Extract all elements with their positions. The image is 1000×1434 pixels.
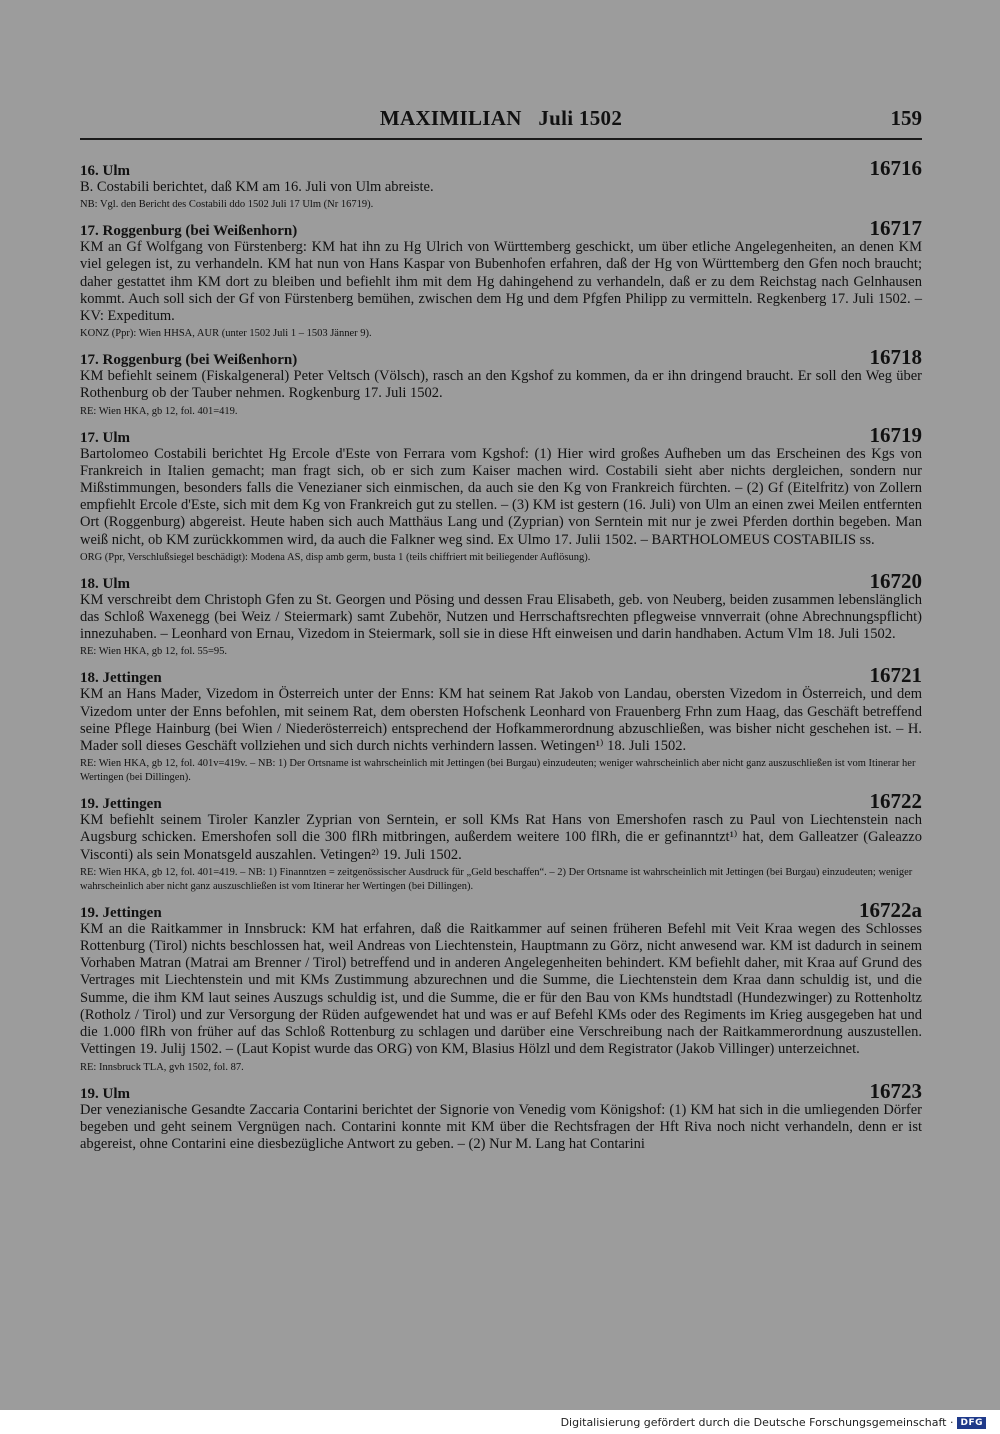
entry-date: 17. Ulm — [80, 429, 130, 446]
entry-body: B. Costabili berichtet, daß KM am 16. Juli von Ulm abreiste. — [80, 179, 434, 195]
running-title: MAXIMILIAN Juli 1502 — [379, 106, 623, 130]
entry-date: 17. Roggenburg (bei Weißenhorn) — [80, 352, 298, 369]
entry-note: RE: Innsbruck TLA, gvh 1502, fol. 87. — [80, 1061, 244, 1073]
footer-text: Digitalisierung gefördert durch die Deutsche Forschungsgemeinschaft · — [560, 1416, 954, 1429]
page-header — [80, 106, 922, 140]
entry — [80, 346, 922, 418]
footer-credit — [561, 1416, 986, 1429]
entry-note: NB: Vgl. den Bericht des Costabili ddo 1502 Juli 17 Ulm (Nr 16719). — [80, 199, 374, 211]
entry-number: 16723 — [869, 1078, 922, 1103]
entry-number: 16717 — [869, 216, 922, 241]
entry — [80, 1080, 922, 1154]
entry-date: 19. Jettingen — [80, 904, 162, 921]
entry-number: 16720 — [869, 568, 922, 593]
entry-number: 16722a — [859, 897, 922, 922]
entry-body: KM befiehlt seinem (Fiskalgeneral) Peter Veltsch (Völsch), rasch an den Kgshof zu kommen, da er ihn dringend braucht. Er soll den Weg über Rothenburg ob der Tauber nehmen. Rogkenburg 17. Juli 1502. — [80, 368, 922, 402]
entry-body: Bartolomeo Costabili berichtet Hg Ercole d'Este von Ferrara vom Kgshof: (1) Hier wird großes Aufheben um das Erscheinen des Kgs von Frankreich in Italien gemacht; man fragt sich, ob er sich zum Kaiser machen wird. Costabili sieht aber nichts dergleichen, sondern nur Mißstimmungen, besonders falls die Venezianer sich einmischen, da auch sie den Kg von Frankreich fürchten. – (2) Gf (Eitelfritz) von Zollern empfiehlt Ercole d'Este, sich mit dem Kg von Frankreich gut zu stellen. – (3) KM ist gestern (16. Juli) von Ulm an einen zwei Meilen entfernten Ort (Roggenburg) abgereist. Heute haben sich auch Matthäus Lang und (Zyprian) von Serntein mit nur je zwei Pferden dorthin begeben. Man weiß nicht, ob KM zurückkommen wird, da auch die Falkner weg sind. Ex Ulmo 17. Julii 1502. – BARTHOLOMEUS COSTABILIS ss. — [80, 445, 922, 548]
entry-number: 16721 — [869, 663, 922, 688]
page-number: 159 — [890, 106, 922, 130]
entry-note: RE: Wien HKA, gb 12, fol. 401=419. – NB: 1) Finanntzen = zeitgenössischer Ausdruck für „Geld beschaffen“. – 2) Der Ortsname ist wahrscheinlich mit Jettingen (bei Burgau) einzudeuten; weniger wahrscheinlich aber nicht ganz auszuschließen ist vom Itinerar her Wertingen (bei Dillingen). — [80, 866, 913, 892]
entry-note: RE: Wien HKA, gb 12, fol. 55=95. — [80, 646, 228, 658]
entry-body: KM an die Raitkammer in Innsbruck: KM hat erfahren, daß die Raitkammer auf seinen früheren Befehl mit Veit Kraa wegen des Schlosses Rottenburg (Tirol) nichts beschlossen hat, weil Andreas von Liechtenstein, Hauptmann zu Görz, nicht anwesend war. KM ist dadurch in seinem Vorhaben Matran (Matrai am Brenner / Tirol) betreffend und in anderen Angelegenheiten behindert. KM befiehlt daher, mit Kraa auf Grund des Vertrages mit Liechtenstein und mit KMs Zustimmung abzurechnen und die Summe, die Liechtenstein dem Kraa dann schuldig ist, und die Summe, die ihm KM laut seines Auszugs schuldig ist, und die Summe, die er für den Bau von KMs hundtstadl (Hundezwinger) zu Rottenholtz (Rotholz / Tirol) und zur Versorgung der Rüden aufgewendet hat und was er auf Befehl KMs oder des Regiments im Krieg ausgegeben hat und die 1.000 flRh von früher auf das Schloß Rottenburg zu schlagen und darüber eine Verschreibung nach der Raitkammerordnung auszustellen. Vettingen 19. Julij 1502. – (Laut Kopist wurde das ORG) von KM, Blasius Hölzl und dem Registrator (Jakob Villinger) unterzeichnet. — [80, 920, 922, 1058]
entry-number: 16719 — [869, 422, 922, 447]
entry-number: 16716 — [869, 156, 922, 180]
entry-date: 19. Jettingen — [80, 796, 162, 813]
entry-date: 17. Roggenburg (bei Weißenhorn) — [80, 223, 298, 240]
entry-body: KM befiehlt seinem Tiroler Kanzler Zyprian von Serntein, er soll KMs Rat Hans von Emershofen rasch zu Paul von Liechtenstein nach Augsburg schicken. Emershofen soll die 300 flRh mitbringen, außerdem weitere 100 flRh, die er gefinanntzt¹⁾ hat, dem Galleatzer (Galeazzo Visconti) als sein Monatsgeld auszahlen. Vetingen²⁾ 19. Juli 1502. — [80, 812, 922, 863]
entry — [80, 570, 922, 660]
entry-note: ORG (Ppr, Verschlußsiegel beschädigt): Modena AS, disp amb germ, busta 1 (teils chiffriert mit beiliegender Auflösung). — [80, 551, 591, 563]
entry-date: 19. Ulm — [80, 1085, 130, 1102]
entry-date: 18. Ulm — [80, 575, 130, 592]
entry-body: Der venezianische Gesandte Zaccaria Contarini berichtet der Signorie von Venedig vom Königshof: (1) KM hat sich in die umliegenden Dörfer begeben und geht seinem Vergnügen nach. Contarini konnte mit KM über die Rechtsfragen der Hft Riva noch nicht verhandeln, denn er ist abgereist, ohne Contarini eine diesbezügliche Antwort zu geben. – (2) Nur M. Lang hat Contarini — [80, 1101, 922, 1152]
entry-body: KM an Gf Wolfgang von Fürstenberg: KM hat ihn zu Hg Ulrich von Württemberg geschickt, um über etliche Angelegenheiten, an denen KM viel gelegen ist, zu verhandeln. KM hat nun von Hans Kaspar von Bubenhofen erfahren, daß der Hg von Württemberg den Gfen noch braucht; daher gestattet ihm KM dort zu bleiben und befiehlt ihm mit dem Hg dahingehend zu verhandeln, daß er zu dem Reichstag nach Gelnhausen kommt. Auch soll sich der Gf von Fürstenberg bemühen, zwischen dem Hg und dem Pfgfen Philipp zu vermitteln. Regkenberg 17. Juli 1502. – KV: Expeditum. — [80, 239, 922, 325]
dfg-logo: DFG — [957, 1417, 986, 1429]
entry-note: RE: Wien HKA, gb 12, fol. 401=419. — [80, 405, 238, 417]
entry-body: KM an Hans Mader, Vizedom in Österreich unter der Enns: KM hat seinem Rat Jakob von Landau, obersten Vizedom in Österreich, und dem Vizedom unter der Enns befohlen, mit seinem Rat, dem obersten Hofschenk Leonhard von Frauenberg Frhn zum Haag, das Geschäft betreffend seine Pflege Hainburg (bei Wien / Niederösterreich) entsprechend der Hofkammerordnung abzuschließen, was bisher nicht geschehen ist. – H. Mader soll dieses Geschäft vollziehen und sich durch nichts verhindern lassen. Wetingen¹⁾ 18. Juli 1502. — [80, 686, 922, 755]
entry-note: KONZ (Ppr): Wien HHSA, AUR (unter 1502 Juli 1 – 1503 Jänner 9). — [80, 328, 372, 340]
entry-date: 18. Jettingen — [80, 670, 162, 687]
entries-list — [80, 157, 922, 1158]
entry — [80, 217, 922, 341]
entry-body: KM verschreibt dem Christoph Gfen zu St. Georgen und Pösing und dessen Frau Elisabeth, geb. von Neuberg, beiden zusammen lebenslänglich das Schloß Waxenegg (bei Weiz / Steiermark) samt Zubehör, Nutzen und Herrschaftsrechten pflegweise vnnverrait (ohne Abrechnungspflicht) innezuhaben. – Leonhard von Ernau, Vizedom in Steiermark, soll sie in diese Hft einweisen und darin handhaben. Actum Vlm 18. Juli 1502. — [80, 591, 922, 643]
entry — [80, 790, 922, 894]
entry — [80, 899, 922, 1075]
entry-note: RE: Wien HKA, gb 12, fol. 401v=419v. – NB: 1) Der Ortsname ist wahrscheinlich mit Jettingen (bei Burgau) einzudeuten; weniger wahrscheinlich aber nicht ganz auszuschließen ist vom Itinerar her Wertingen (bei Dillingen). — [80, 758, 916, 784]
entry — [80, 424, 922, 565]
entry — [80, 664, 922, 785]
entry-number: 16718 — [869, 345, 922, 370]
entry-date: 16. Ulm — [80, 163, 130, 179]
entry — [80, 157, 922, 212]
entry-number: 16722 — [869, 789, 922, 814]
